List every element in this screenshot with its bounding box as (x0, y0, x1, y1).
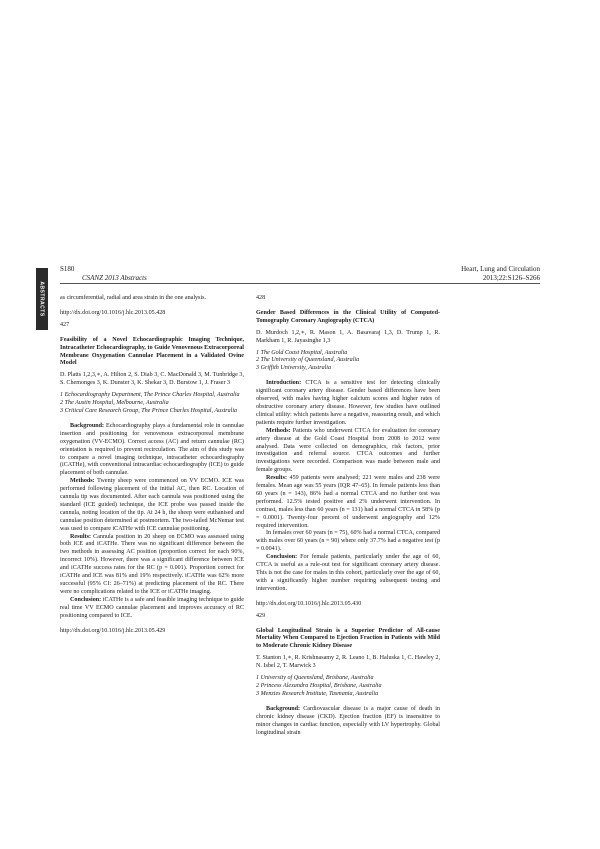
affiliation: 2 The University of Queensland, Australia (256, 357, 360, 364)
affiliation: 3 Griffith University, Australia (256, 365, 332, 372)
section-text: CTCA is a sensitive test for detecting clinically significant coronary artery disease. Gender based differences have been observed, with males having higher calcium scores and higher rates of obstructive coronary artery disease. However, few studies have outlined clinical utility: which patients have a negative, reassuring result, and which patients require further investigation. (256, 380, 441, 426)
header-rule (60, 283, 540, 284)
affiliation: 1 Echocardiography Department, The Prince Charles Hospital, Australia (60, 392, 240, 399)
section-heading: Background: (70, 422, 105, 429)
abstract-methods (60, 478, 244, 533)
conference-name: CSANZ 2013 Abstracts (82, 273, 147, 282)
abstract-authors: D. Murdoch 1,2,∗, R. Mason 1, A. Basavaraj 1,3, D. Trump 1, R. Markham 1, R. Jayasinghe 1,3 (256, 329, 440, 344)
abstract-title: Gender Based Differences in the Clinical Utility of Computed-Tomography Coronary Angiography (CTCA) (256, 309, 440, 324)
abstract-methods (256, 428, 440, 475)
abstract-background (256, 706, 440, 738)
abstract-number: 427 (60, 321, 70, 328)
abstract-title: Global Longitudinal Strain is a Superior Predictor of All-cause Mortality When Compared to Ejection Fraction in Patients with Mild to Moderate Chronic Kidney Disease (256, 627, 440, 650)
section-side-tab (36, 268, 48, 330)
journal-name: Heart, Lung and Circulation (461, 265, 540, 273)
doi-link[interactable]: http://dx.doi.org/10.1016/j.hlc.2013.05.429 (60, 627, 166, 634)
section-heading: Methods: (70, 478, 95, 485)
affiliation: 2 Princess Alexandra Hospital, Brisbane, Australia (256, 682, 382, 689)
continuation-text: as circumferential, radial and area strain in the one analysis. (60, 295, 207, 301)
section-text: Cardiovascular disease is a major cause of death in chronic kidney disease (CKD). Ejection fraction (EF) is insensitive to minor changes in cardiac function, especially with LV hypertrophy. Global longitudinal strain (256, 705, 440, 736)
running-header-right (461, 265, 540, 282)
abstract-title: Feasibility of a Novel Echocardiographic Imaging Technique, Intracatheter Echocardiography, to Guide Venovenous Extracorporeal Membrane Oxygenation Cannulae Placement in a Validated Ovine Model (60, 336, 244, 367)
affiliation: 3 Menzies Research Institute, Tasmania, Australia (256, 690, 379, 697)
section-text: Echocardiography plays a fundamental role in cannulae insertion and positioning for venovenous extracorporeal membrane oxygenation (VV-ECMO). Correct access (AC) and return cannulae (RC) orientation is required to prevent recirculation. The aim of this study was to compare a novel imaging technique, intracatheter echocardiography (iCATHe), with conventional intracardiac echocardiography (ICE) to guide placement of both cannulae. (60, 422, 244, 477)
section-heading: Conclusion: (70, 596, 102, 603)
doi-link[interactable]: http://dx.doi.org/10.1016/j.hlc.2013.05.428 (60, 309, 166, 316)
abstract-authors: T. Stanton 1,∗, R. Krishnasamy 2, R. Leano 1, B. Haluska 1, C. Hawley 2, N. Isbel 2, T. Marwick 3 (256, 655, 440, 670)
page-number: S180 (60, 265, 75, 273)
right-column (256, 295, 440, 737)
abstract-results (60, 534, 244, 597)
abstract-conclusion (256, 554, 440, 594)
side-tab-label: ABSTRACTS (39, 281, 45, 317)
section-text: Cannula position in 20 sheep on ECMO was assessed using both ICE and iCATHe. There was no significant difference between the two methods in assessing AC position (proportion correct for each 90%, incorrect 10%). However, there was a significant difference between ICE and iCATHe success rates for the RC (p = 0.001). Proportion correct for iCATHe and ICE was 81% and 19% respectively. iCATHe was 62% more successful (95% CI: 26–71%) at predicting placement of the RC. There were no complications related to the ICE or iCATHe imaging. (60, 533, 244, 595)
abstract-results-continued: In females over 60 years (n = 75), 60% had a normal CTCA, compared with males over 60 years (n = 90) where only 37.7% had a negative test (p = 0.0041). (256, 530, 440, 553)
abstract-results (256, 475, 440, 530)
doi-link[interactable]: http://dx.doi.org/10.1016/j.hlc.2013.05.430 (256, 600, 362, 607)
section-text: Twenty sheep were commenced on VV ECMO. ICE was performed following placement of the initial AC, then RC. Location of cannula tip was documented. After each cannula was positioned using the standard (ICE guided) technique, the ICE probe was passed inside the cannula, noting location of the tip. At 24 h, the sheep were euthanised and cannulae position determined at postmortem. The two-tailed McNemar test was used to compare iCATHe with ICE cannulae positioning. (60, 478, 244, 532)
section-text: 459 patients were analysed; 221 were males and 238 were females. Mean age was 55 years (IQR 47–65). In female patients less than 60 years (n = 143), 86% had a normal CTCA and no further test was performed. 12.5% tested positive and 2% underwent intervention. In contrast, males less than 60 years (n = 131) had a normal CTCA in 58% (p = 0.0001). Twenty-four percent of underwent angiography and 12% required intervention. (256, 475, 440, 529)
section-heading: Introduction: (266, 380, 302, 387)
section-text: Patients who underwent CTCA for evaluation for coronary artery disease at the Gold Coast Hospital from 2008 to 2012 were analysed. Data were collected on demographics, risk factors, prior investigation and referral source. CTCA outcomes and further investigations were recorded. Comparison was made between male and female groups. (256, 427, 440, 474)
section-heading: Results: (70, 533, 91, 540)
journal-citation: 2013;22:S126–S266 (482, 273, 540, 282)
abstract-background (60, 423, 244, 478)
section-heading: Conclusion: (266, 554, 298, 561)
left-column (60, 295, 244, 635)
abstract-number: 429 (256, 612, 266, 619)
affiliation: 2 The Austin Hospital, Melbourne, Australia (60, 400, 169, 407)
running-header-left (60, 265, 147, 282)
abstract-conclusion (60, 597, 244, 621)
section-text: iCATHe is a safe and feasible imaging technique to guide real time VV ECMO cannulae placement and improves accuracy of RC positioning compared to ICE. (60, 596, 244, 619)
abstract-authors: D. Platts 1,2,3,∗, A. Hilton 2, S. Diab 3, C. MacDonald 3, M. Tunbridge 3, S. Chemonges 3, K. Dunster 3, K. Shekar 3, D. Burstow 1, J. Fraser 3 (60, 372, 244, 387)
section-heading: Methods: (266, 427, 291, 434)
abstract-number: 428 (256, 295, 266, 301)
affiliation: 1 The Gold Coast Hospital, Australia (256, 349, 348, 356)
affiliation: 1 University of Queensland, Brisbane, Australia (256, 675, 374, 682)
abstract-introduction (256, 380, 440, 427)
section-heading: Results: (266, 475, 287, 482)
section-text: For female patients, particularly under the age of 60, CTCA is useful as a rule-out test for significant coronary artery disease. This is not the case for males in this cohort, particularly over the age of 60, with a significantly higher number requiring subsequent testing and intervention. (256, 554, 440, 592)
section-heading: Background: (266, 705, 301, 712)
affiliation: 3 Critical Care Research Group, The Prince Charles Hospital, Australia (60, 407, 238, 414)
